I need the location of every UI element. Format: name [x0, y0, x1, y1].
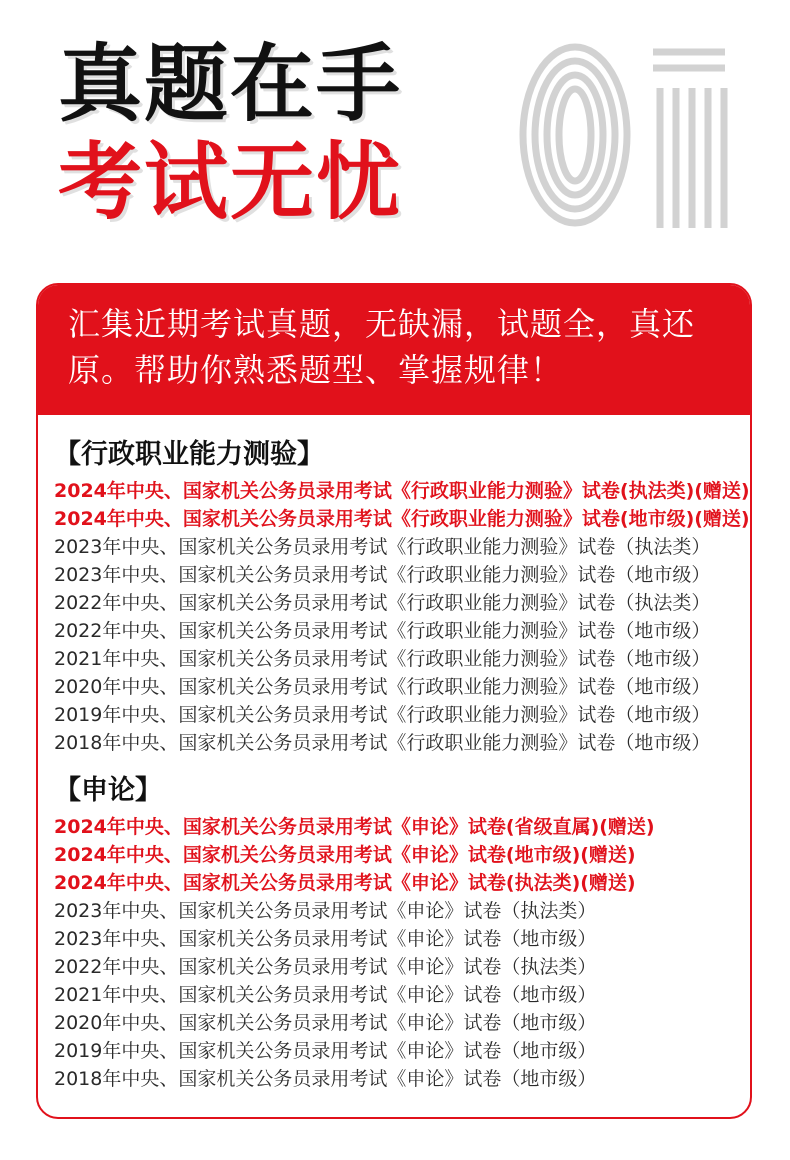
section-title-shenlun: 【申论】 — [54, 775, 162, 806]
deco-number-01 — [515, 38, 730, 233]
list-item: 2019年中央、国家机关公务员录用考试《行政职业能力测验》试卷（地市级） — [54, 704, 711, 726]
section-title-xingce: 【行政职业能力测验】 — [54, 439, 324, 470]
list-item: 2022年中央、国家机关公务员录用考试《行政职业能力测验》试卷（地市级） — [54, 620, 711, 642]
list-item-featured: 2024年中央、国家机关公务员录用考试《行政职业能力测验》试卷(地市级)(赠送) — [54, 508, 750, 530]
list-item: 2021年中央、国家机关公务员录用考试《行政职业能力测验》试卷（地市级） — [54, 648, 711, 670]
list-item: 2023年中央、国家机关公务员录用考试《申论》试卷（地市级） — [54, 928, 597, 950]
headline-secondary: 考试无忧 — [58, 133, 403, 231]
shenlun-list — [54, 813, 750, 1093]
intro-banner: 汇集近期考试真题，无缺漏，试题全，真还原。帮助你熟悉题型、掌握规律！ — [38, 285, 750, 415]
list-item: 2021年中央、国家机关公务员录用考试《申论》试卷（地市级） — [54, 984, 597, 1006]
list-item: 2018年中央、国家机关公务员录用考试《申论》试卷（地市级） — [54, 1068, 597, 1090]
list-item-featured: 2024年中央、国家机关公务员录用考试《申论》试卷(省级直属)(赠送) — [54, 816, 655, 838]
list-item: 2020年中央、国家机关公务员录用考试《申论》试卷（地市级） — [54, 1012, 597, 1034]
list-item: 2022年中央、国家机关公务员录用考试《行政职业能力测验》试卷（执法类） — [54, 592, 711, 614]
list-item: 2022年中央、国家机关公务员录用考试《申论》试卷（执法类） — [54, 956, 597, 978]
list-item: 2019年中央、国家机关公务员录用考试《申论》试卷（地市级） — [54, 1040, 597, 1062]
list-item-featured: 2024年中央、国家机关公务员录用考试《行政职业能力测验》试卷(执法类)(赠送) — [54, 480, 750, 502]
paper-list — [38, 415, 750, 1093]
list-item: 2023年中央、国家机关公务员录用考试《申论》试卷（执法类） — [54, 900, 597, 922]
list-item-featured: 2024年中央、国家机关公务员录用考试《申论》试卷(地市级)(赠送) — [54, 844, 636, 866]
content-card — [36, 283, 752, 1119]
headline-primary: 真题在手 — [58, 35, 403, 133]
list-item-featured: 2024年中央、国家机关公务员录用考试《申论》试卷(执法类)(赠送) — [54, 872, 636, 894]
list-item: 2023年中央、国家机关公务员录用考试《行政职业能力测验》试卷（执法类） — [54, 536, 711, 558]
xingce-list — [54, 477, 750, 757]
list-item: 2023年中央、国家机关公务员录用考试《行政职业能力测验》试卷（地市级） — [54, 564, 711, 586]
hero-banner — [0, 0, 790, 270]
list-item: 2018年中央、国家机关公务员录用考试《行政职业能力测验》试卷（地市级） — [54, 732, 711, 754]
list-item: 2020年中央、国家机关公务员录用考试《行政职业能力测验》试卷（地市级） — [54, 676, 711, 698]
